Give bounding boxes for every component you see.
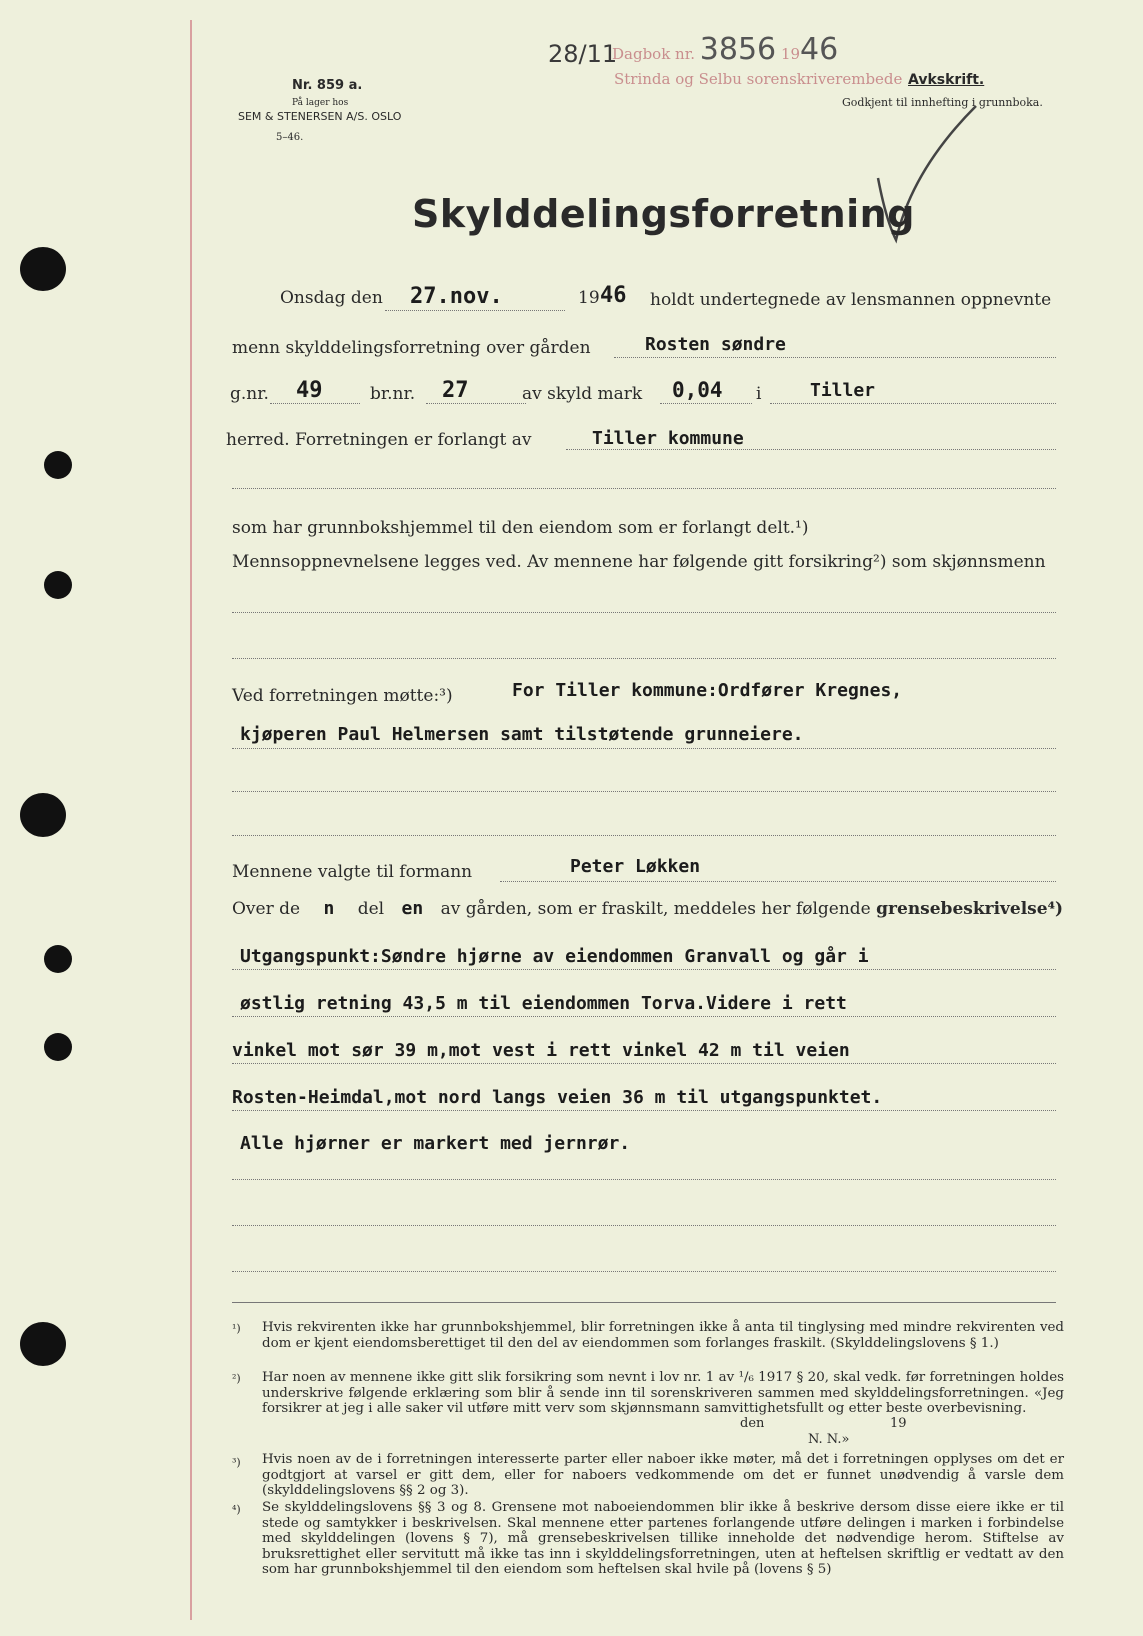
meeting-date: 27.nov. bbox=[410, 284, 503, 309]
boundary-intro-part: del bbox=[357, 899, 385, 919]
copy-note: Godkjent til innhefting i grunnboka. bbox=[842, 96, 1043, 109]
punch-hole bbox=[44, 945, 72, 973]
footnote-separator bbox=[232, 1302, 1056, 1303]
blank-line bbox=[232, 1225, 1056, 1226]
requester-underline bbox=[566, 449, 1056, 450]
publisher-line: 5–46. bbox=[276, 132, 304, 143]
footnote-2-den: den bbox=[740, 1416, 765, 1431]
appointment-text: Mennsoppnevnelsene legges ved. Av mennene har følgende gitt forsikring²) som skjønnsmenn bbox=[232, 552, 1046, 572]
boundary-intro-part: av gården, som er fraskilt, meddeles her følgende bbox=[440, 899, 871, 919]
year-prefix: 19 bbox=[578, 288, 600, 308]
footnote-marker: ⁴) bbox=[232, 1503, 241, 1516]
gnr-value: 49 bbox=[296, 378, 323, 403]
publisher-line: SEM & STENERSEN A/S. OSLO bbox=[238, 110, 402, 123]
boundary-line: østlig retning 43,5 m til eiendommen Torva.Videre i rett bbox=[240, 993, 847, 1014]
publisher-line: På lager hos bbox=[292, 98, 349, 108]
punch-hole bbox=[44, 571, 72, 599]
boundary-line: Utgangspunkt:Søndre hjørne av eiendommen Granvall og går i bbox=[240, 946, 869, 967]
title-holder-text: som har grunnbokshjemmel til den eiendom som er forlangt delt.¹) bbox=[232, 518, 809, 538]
copy-label: Avkskrift. bbox=[908, 72, 985, 88]
boundary-line: Alle hjørner er markert med jernrør. bbox=[240, 1133, 631, 1154]
court-stamp: Strinda og Selbu sorenskriverembede bbox=[614, 70, 903, 88]
requested-by-label: herred. Forretningen er forlangt av bbox=[226, 430, 532, 450]
skyld-underline bbox=[660, 403, 752, 404]
footnote-marker: ¹) bbox=[232, 1322, 241, 1335]
stamp-number: 3856 bbox=[699, 32, 777, 67]
blank-line bbox=[232, 835, 1056, 836]
chairman-label: Mennene valgte til formann bbox=[232, 862, 473, 882]
skyld-label: av skyld mark bbox=[522, 384, 643, 404]
blank-line bbox=[232, 658, 1056, 659]
boundary-underline bbox=[232, 1016, 1056, 1017]
page-title: Skylddelingsforretning bbox=[412, 192, 915, 236]
weekday-label: Onsdag den bbox=[280, 288, 383, 308]
gnr-label: g.nr. bbox=[230, 384, 269, 404]
attended-line-2: kjøperen Paul Helmersen samt tilstøtende grunneiere. bbox=[240, 724, 804, 745]
attended-underline bbox=[232, 748, 1056, 749]
punch-hole bbox=[20, 1322, 66, 1366]
boundary-line: Rosten-Heimdal,mot nord langs veien 36 m til utgangspunktet. bbox=[232, 1087, 883, 1108]
stamp-year: 46 bbox=[800, 32, 839, 67]
chairman-underline bbox=[500, 881, 1056, 882]
boundary-intro bbox=[232, 898, 1063, 919]
meeting-year: 46 bbox=[600, 283, 627, 308]
farm-underline bbox=[614, 357, 1056, 358]
date-line-rest: holdt undertegnede av lensmannen oppnevnte bbox=[650, 290, 1052, 310]
blank-line bbox=[232, 1271, 1056, 1272]
punch-hole bbox=[20, 793, 66, 837]
boundary-line: vinkel mot sør 39 m,mot vest i rett vinkel 42 m til veien bbox=[232, 1040, 850, 1061]
boundary-intro-fill: en bbox=[401, 898, 424, 919]
date-line bbox=[280, 288, 383, 308]
skyld-value: 0,04 bbox=[672, 378, 723, 402]
footnote-2: Har noen av mennene ikke gitt slik forsikring som nevnt i lov nr. 1 av ¹/₆ 1917 § 20, skal vedk. før forretningen holdes underskrive følgende erklæring som blir å sende inn til sorenskriveren sammen med skylddelingsforretningen. «Jeg forsikrer at jeg i alle saker vil utføre mitt verv som skjønnsmann samvittighetsfullt og etter beste overbevisning. bbox=[262, 1370, 1064, 1417]
municipality-name: Tiller bbox=[810, 380, 876, 401]
date-underline bbox=[385, 310, 565, 311]
boundary-underline bbox=[232, 1110, 1056, 1111]
requester-name: Tiller kommune bbox=[592, 428, 744, 449]
boundary-underline bbox=[232, 1179, 1056, 1180]
attended-line-1: For Tiller kommune:Ordfører Kregnes, bbox=[512, 680, 903, 701]
attended-label: Ved forretningen møtte:³) bbox=[232, 686, 453, 706]
boundary-underline bbox=[232, 1063, 1056, 1064]
margin-rule bbox=[190, 20, 192, 1620]
stamp-year-prefix: 19 bbox=[780, 45, 801, 63]
punch-hole bbox=[44, 451, 72, 479]
blank-line bbox=[232, 488, 1056, 489]
farm-line-label: menn skylddelingsforretning over gården bbox=[232, 338, 591, 358]
punch-hole bbox=[44, 1033, 72, 1061]
blank-line bbox=[232, 791, 1056, 792]
footnote-marker: ²) bbox=[232, 1372, 241, 1385]
boundary-underline bbox=[232, 969, 1056, 970]
footnote-2-year: 19 bbox=[890, 1416, 907, 1431]
punch-hole bbox=[20, 247, 66, 291]
journal-stamp bbox=[612, 32, 838, 67]
footnote-4: Se skylddelingslovens §§ 3 og 8. Grensene mot naboeiendommen blir ikke å beskrive dersom disse eiere ikke er til stede og samtykker i beskrivelsen. Skal mennene etter partenes forlangende utføre delingen i marken i forbindelse med skylddelingen (lovens § 7), må grensebeskrivelsen tillike inneholde det nødvendige herom. Stiftelse av bruksrettighet eller servitutt må ikke tas inn i skylddelingsforretningen, uten at heftelsen skriftlig er vedtatt av den som har grunnbokshjemmel til den eiendom som heftelsen skal hvile på (lovens § 5) bbox=[262, 1500, 1064, 1578]
farm-name: Rosten søndre bbox=[645, 334, 786, 355]
gnr-underline bbox=[270, 403, 360, 404]
footnote-3: Hvis noen av de i forretningen interesserte parter eller naboer ikke møter, må det i forretningen opplyses om det er godtgjort at varsel er gitt dem, eller for naboers vedkommende om det er funnet unødvendig å varsle dem (skylddelingslovens §§ 2 og 3). bbox=[262, 1452, 1064, 1499]
blank-line bbox=[232, 612, 1056, 613]
form-number: Nr. 859 a. bbox=[292, 78, 363, 93]
boundary-intro-heading: grensebeskrivelse⁴) bbox=[876, 899, 1064, 919]
footnote-1: Hvis rekvirenten ikke har grunnbokshjemmel, blir forretningen ikke å anta til tinglysing med mindre rekvirenten ved dom er kjent eiendomsberettiget til den del av eiendommen som forlanges fraskilt. (Skylddelingslovens § 1.) bbox=[262, 1320, 1064, 1351]
footnote-2-signature: N. N.» bbox=[808, 1432, 850, 1447]
chairman-name: Peter Løkken bbox=[570, 856, 701, 877]
stamp-prefix: Dagbok nr. bbox=[612, 45, 696, 63]
bnr-value: 27 bbox=[442, 378, 469, 403]
handwritten-date: 28/11 bbox=[548, 40, 618, 68]
i-label: i bbox=[756, 384, 762, 404]
boundary-intro-part: Over de bbox=[232, 899, 301, 919]
bnr-label: br.nr. bbox=[370, 384, 416, 404]
bnr-underline bbox=[426, 403, 526, 404]
footnote-marker: ³) bbox=[232, 1456, 241, 1469]
municipality-underline bbox=[770, 403, 1056, 404]
boundary-intro-fill: n bbox=[323, 898, 335, 919]
